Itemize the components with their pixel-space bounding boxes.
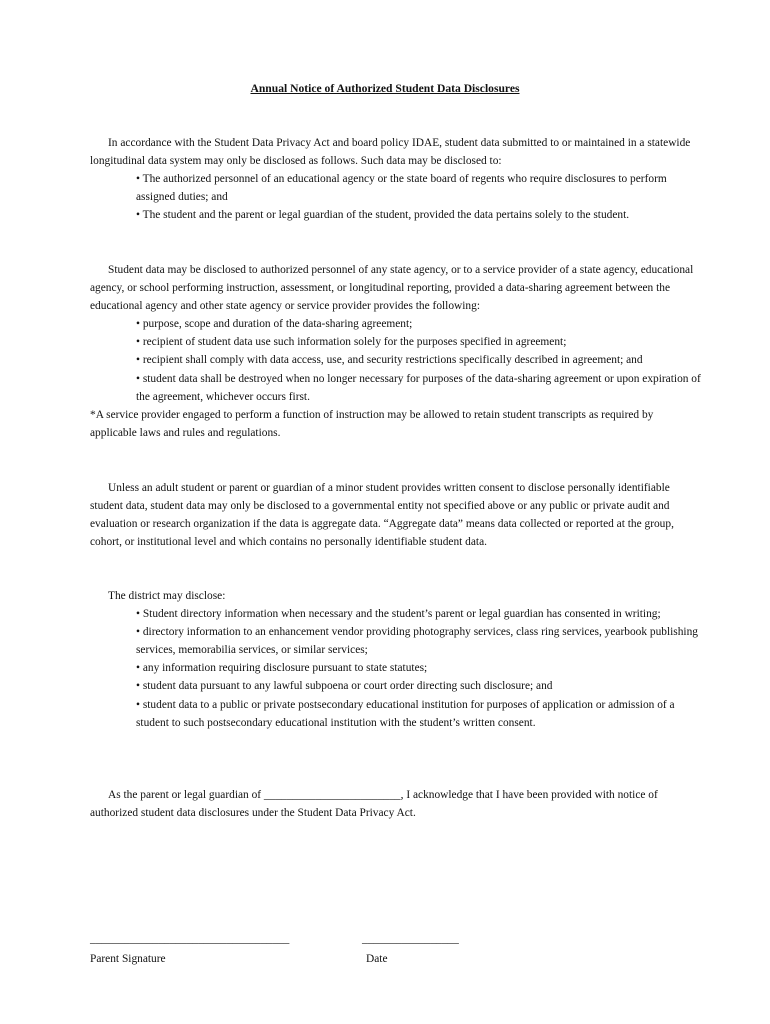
- acknowledgment-section: [90, 786, 702, 822]
- agency-list-item: • student data shall be destroyed when no longer necessary for purposes of the data-sharing agreement or upon expiration of the agreement, whichever occurs first.: [136, 372, 701, 403]
- agency-list-item: • purpose, scope and duration of the data-sharing agreement;: [136, 318, 413, 331]
- agency-list-item: • recipient of student data use such information solely for the purposes specified in agreement;: [136, 336, 567, 349]
- date-line[interactable]: _________________: [362, 933, 459, 945]
- signature-label: Parent Signature: [90, 953, 166, 965]
- district-list-item: • any information requiring disclosure pursuant to state statutes;: [136, 662, 428, 675]
- acknowledgment-paragraph: As the parent or legal guardian of ________________________, I acknowledge that I have been provided with notice of authorized student data disclosures under the Student Data Privacy Act.: [90, 789, 658, 820]
- district-list-item: • Student directory information when necessary and the student’s parent or legal guardian has consented in writing;: [136, 608, 661, 621]
- consent-paragraph: Unless an adult student or parent or guardian of a minor student provides written consent to disclose personally identifiable student data, student data may only be disclosed to a governmental entity not specified above or any public or private audit and evaluation or research organization if the data is aggregate data. “Aggregate data” means data collected or reported at the group, cohort, or institutional level and which contains no personally identifiable student data.: [90, 482, 674, 549]
- agency-section: [90, 261, 702, 442]
- district-list-item: • directory information to an enhancement vendor providing photography services, class ring services, yearbook publishing services, memorabilia services, or similar services;: [136, 626, 698, 657]
- service-provider-note: *A service provider engaged to perform a function of instruction may be allowed to retain student transcripts as required by applicable laws and rules and regulations.: [90, 408, 654, 439]
- intro-section: [90, 134, 702, 224]
- district-list: [90, 605, 702, 732]
- district-list-item: • student data pursuant to any lawful subpoena or court order directing such disclosure; and: [136, 680, 553, 693]
- signature-line[interactable]: ___________________________________: [90, 933, 290, 945]
- consent-section: [90, 479, 702, 551]
- agency-list-item: • recipient shall comply with data access, use, and security restrictions specifically described in agreement; and: [136, 354, 643, 367]
- intro-list-item: • The authorized personnel of an educational agency or the state board of regents who require disclosures to perform assigned duties; and: [136, 173, 667, 204]
- intro-paragraph: In accordance with the Student Data Privacy Act and board policy IDAE, student data submitted to or maintained in a statewide longitudinal data system may only be disclosed as follows. Such data may be disclosed to:: [90, 137, 691, 168]
- district-list-item: • student data to a public or private postsecondary educational institution for purposes of application or admission of a student to such postsecondary educational institution with the student’s written consent.: [136, 698, 675, 729]
- district-intro: The district may disclose:: [108, 590, 226, 602]
- document-title: Annual Notice of Authorized Student Data Disclosures: [250, 82, 520, 95]
- agency-list: [90, 315, 702, 405]
- intro-list: [90, 170, 702, 224]
- intro-list-item: • The student and the parent or legal guardian of the student, provided the data pertains solely to the student.: [136, 209, 630, 222]
- agency-paragraph: Student data may be disclosed to authorized personnel of any state agency, or to a service provider of a state agency, educational agency, or school performing instruction, assessment, or longitudinal reporting, provided a data-sharing agreement between the educational agency and other state agency or service provider provides the following:: [90, 264, 694, 313]
- date-label: Date: [366, 953, 388, 965]
- district-section: [90, 587, 702, 732]
